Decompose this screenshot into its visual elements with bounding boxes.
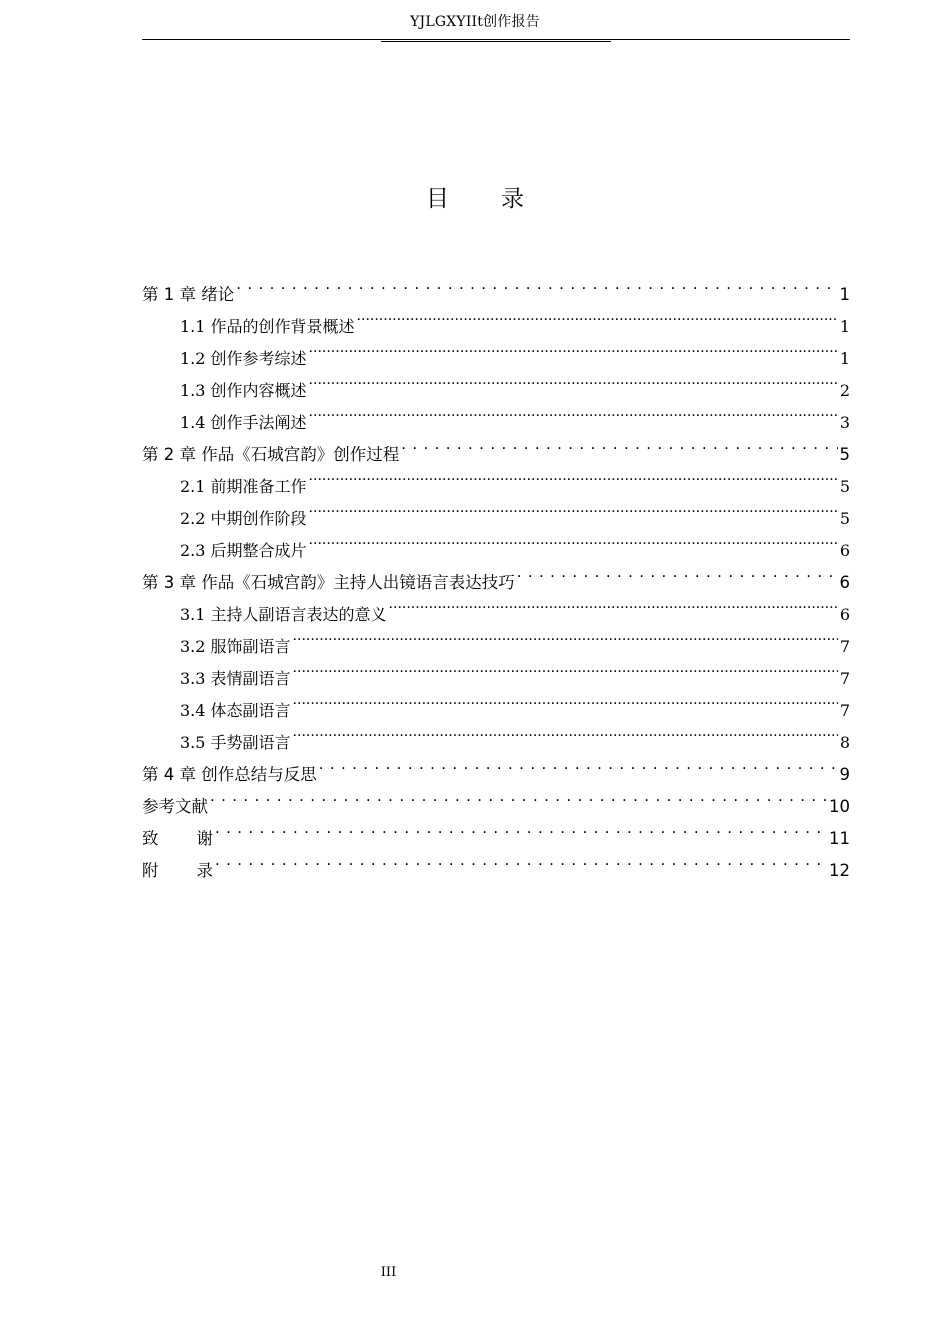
toc-page-number: 2 [839,381,850,400]
toc-page-number: 1 [839,285,850,304]
toc-dot-leader [517,556,838,588]
toc-entry-label: 附 录 [142,861,213,880]
toc-dot-leader [309,492,838,524]
toc-page-number: 3 [839,413,850,432]
toc-page-number: 8 [839,733,850,752]
toc-entry-label: 1.3 创作内容概述 [180,381,307,400]
header-rule-accent [381,41,611,42]
toc-page-number: 9 [839,765,850,784]
toc-page-number: 5 [839,477,850,496]
toc-page-number: 11 [829,829,850,848]
toc-page-number: 1 [839,349,850,368]
toc-dot-leader [309,460,838,492]
toc-entry-label: 第 1 章 绪论 [142,285,235,304]
toc-chapter-entry[interactable] [142,780,850,816]
toc-chapter-entry[interactable] [142,844,850,880]
toc-page-number: 10 [829,797,850,816]
toc-dot-leader [309,524,838,556]
toc-dot-leader [293,716,838,748]
toc-title: 目录 [426,186,576,212]
toc-entry-label: 第 3 章 作品《石城宫韵》主持人出镜语言表达技巧 [142,573,515,592]
toc-dot-leader [293,652,838,684]
toc-entry-label: 2.3 后期整合成片 [180,541,307,560]
toc-entry-label: 3.3 表情副语言 [180,669,291,688]
toc-entry-label: 致 谢 [142,829,213,848]
toc-dot-leader [293,620,838,652]
toc-page-number: 6 [839,605,850,624]
toc-dot-leader [236,268,837,300]
toc-page-number: 7 [839,637,850,656]
toc-section-entry[interactable] [142,300,850,336]
toc-dot-leader [215,844,827,876]
toc-entry-label: 3.2 服饰副语言 [180,637,291,656]
toc-dot-leader [319,748,838,780]
toc-dot-leader [309,396,838,428]
toc-dot-leader [309,332,838,364]
toc-entry-label: 3.4 体态副语言 [180,701,291,720]
toc-entry-label: 2.2 中期创作阶段 [180,509,307,528]
toc-entry-label: 3.1 主持人副语言表达的意义 [180,605,387,624]
toc-dot-leader [293,684,838,716]
toc-page-number: 5 [839,509,850,528]
toc-dot-leader [389,588,838,620]
toc-entry-label: 第 4 章 创作总结与反思 [142,765,317,784]
toc-dot-leader [357,300,838,332]
toc-dot-leader [210,780,827,812]
toc-dot-leader [309,364,838,396]
toc-entry-label: 2.1 前期准备工作 [180,477,307,496]
toc-page-number: 7 [839,701,850,720]
toc-page-number: 1 [839,317,850,336]
header-rule [142,39,850,40]
toc-dot-leader [401,428,837,460]
toc-page-number: 6 [839,541,850,560]
toc-chapter-entry[interactable] [142,268,850,304]
page-header [0,8,950,32]
toc-dot-leader [215,812,827,844]
toc-entry-label: 3.5 手势副语言 [180,733,291,752]
toc-page-number: 12 [829,861,850,880]
table-of-contents [142,268,850,880]
page-number: III [380,1265,397,1280]
toc-page-number: 5 [839,445,850,464]
toc-entry-label: 第 2 章 作品《石城宫韵》创作过程 [142,445,400,464]
toc-page-number: 7 [839,669,850,688]
header-title: YJLGXYIIt创作报告 [410,14,540,30]
toc-entry-label: 1.2 创作参考综述 [180,349,307,368]
toc-page-number: 6 [839,573,850,592]
toc-entry-label: 1.4 创作手法阐述 [180,413,307,432]
toc-entry-label: 参考文献 [142,797,208,816]
toc-entry-label: 1.1 作品的创作背景概述 [180,317,355,336]
toc-chapter-entry[interactable] [142,812,850,848]
